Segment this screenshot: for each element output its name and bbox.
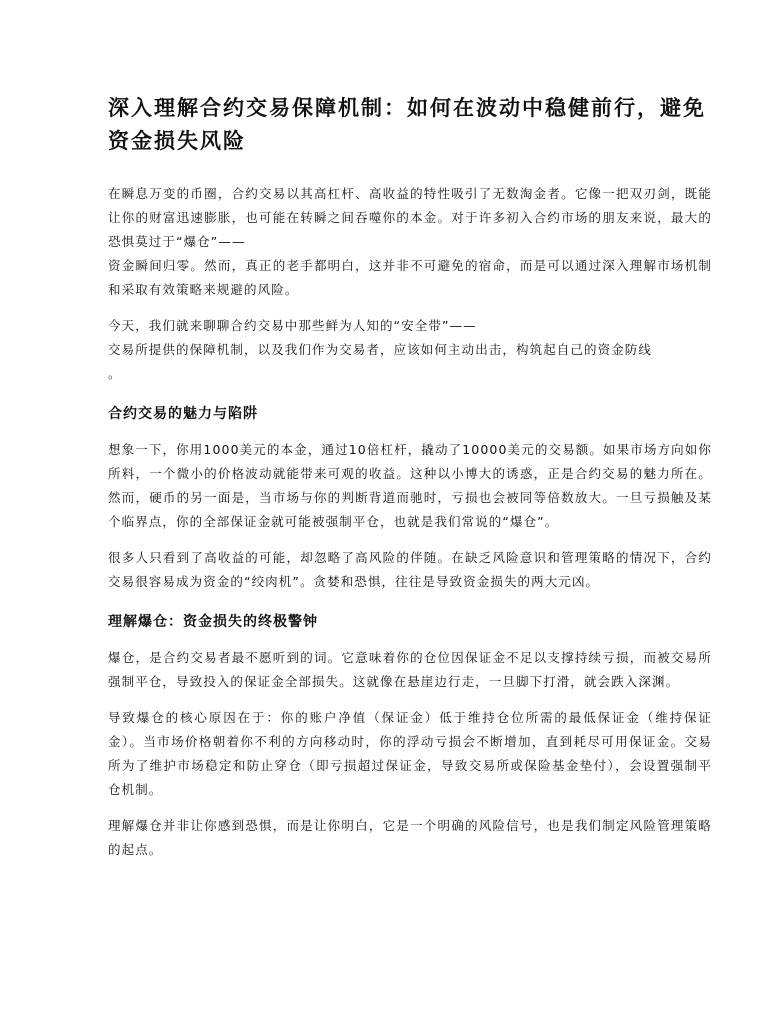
section2-paragraph-3: 理解爆仓并非让你感到恐惧，而是让你明白，它是一个明确的风险信号，也是我们制定风险管理策略的起点。 (108, 818, 712, 857)
page-title: 深入理解合约交易保障机制：如何在波动中稳健前行，避免资金损失风险 (108, 96, 706, 153)
section2-paragraph-1: 爆仓，是合约交易者最不愿听到的词。它意味着你的仓位因保证金不足以支撑持续亏损，而被交易所强制平仓，导致投入的保证金全部损失。这就像在悬崖边行走，一旦脚下打滑，就会跌入深渊。 (108, 650, 712, 689)
document-page (108, 92, 712, 874)
section1-paragraph-2: 很多人只看到了高收益的可能，却忽略了高风险的伴随。在缺乏风险意识和管理策略的情况下，合约交易很容易成为资金的“绞肉机”。贪婪和恐惧，往往是导致资金损失的两大元凶。 (108, 550, 712, 589)
intro-paragraph-2 (108, 314, 712, 386)
section2-paragraph-2: 导致爆仓的核心原因在于：你的账户净值（保证金）低于维持仓位所需的最低保证金（维持保证金）。当市场价格朝着你不利的方向移动时，你的浮动亏损会不断增加，直到耗尽可用保证金。交易所为了维护市场稳定和防止穿仓（即亏损超过保证金，导致交易所或保险基金垫付），会设置强制平仓机制。 (108, 710, 712, 797)
intro-paragraph-2-part-c: 。 (108, 366, 122, 381)
intro-paragraph-2-part-b: 交易所提供的保障机制，以及我们作为交易者，应该如何主动出击，构筑起自己的资金防线 (108, 342, 653, 357)
intro-paragraph-1 (108, 182, 712, 302)
section1-paragraph-1: 想象一下，你用1000美元的本金，通过10倍杠杆，撬动了10000美元的交易额。如果市场方向如你所料，一个微小的价格波动就能带来可观的收益。这种以小博大的诱惑，正是合约交易的魅力所在。然而，硬币的另一面是，当市场与你的判断背道而驰时，亏损也会被同等倍数放大。一旦亏损触及某个临界点，你的全部保证金就可能被强制平仓，也就是我们常说的“爆仓”。 (108, 442, 712, 529)
section-heading-liquidation: 理解爆仓：资金损失的终极警钟 (108, 614, 318, 630)
intro-paragraph-1-part-a: 在瞬息万变的币圈，合约交易以其高杠杆、高收益的特性吸引了无数淘金者。它像一把双刃剑，既能让你的财富迅速膨胀，也可能在转瞬之间吞噬你的本金。对于许多初入合约市场的朋友来说，最大的恐惧莫过于“爆仓”—— (108, 186, 712, 249)
intro-paragraph-1-part-b: 资金瞬间归零。然而，真正的老手都明白，这并非不可避免的宿命，而是可以通过深入理解市场机制和采取有效策略来规避的风险。 (108, 258, 712, 297)
section-heading-appeal-and-traps: 合约交易的魅力与陷阱 (108, 406, 258, 422)
intro-paragraph-2-part-a: 今天，我们就来聊聊合约交易中那些鲜为人知的“安全带”—— (108, 318, 477, 333)
